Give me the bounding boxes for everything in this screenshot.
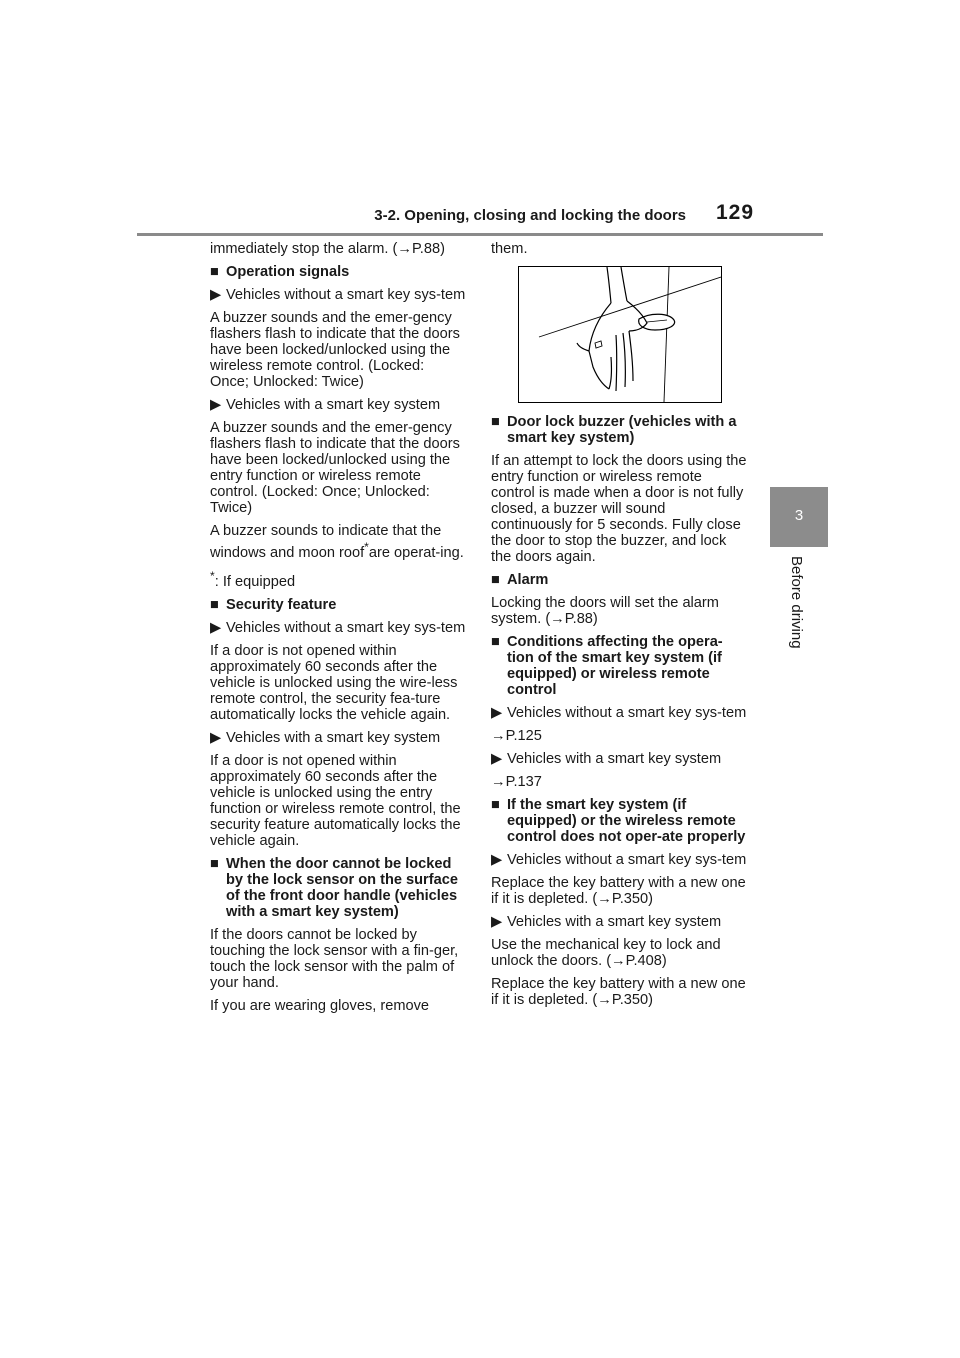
heading-security-feature: ■ Security feature	[210, 596, 337, 613]
right-column	[491, 241, 747, 1015]
heading-cannot-lock: ■ When the door cannot be locked by the lock sensor on the surface of the front door handle (vehicles with a smart key system)	[210, 855, 458, 920]
triangle-bullet-icon: ▶	[491, 852, 503, 868]
paragraph-mechanical-key: Use the mechanical key to lock and unlock the doors. (→P.408)	[491, 937, 721, 969]
paragraph-gloves-continued: them.	[491, 241, 528, 257]
triangle-bullet-icon: ▶	[210, 397, 222, 413]
square-bullet-icon: ■	[491, 572, 500, 588]
paragraph-sec-no-smart-key: If a door is not opened within approximately 60 seconds after the vehicle is unlocked using the wire-less remote control, the security fea-ture automatically locks the vehicle again.	[210, 642, 458, 723]
triangle-bullet-icon: ▶	[210, 287, 222, 303]
subheading-op-no-smart-key: ▶ Vehicles without a smart key sys-tem	[210, 287, 466, 303]
footnote-reference: *	[364, 540, 369, 554]
subheading-sec-no-smart-key: ▶ Vehicles without a smart key sys-tem	[210, 619, 466, 636]
chapter-label: Before driving	[788, 556, 805, 649]
square-bullet-icon: ■	[210, 596, 219, 613]
section-title: 3-2. Opening, closing and locking the doors	[374, 207, 686, 224]
page-reference-137: →P.137	[491, 774, 542, 790]
heading-operation-signals: ■ Operation signals	[210, 264, 350, 280]
heading-conditions: ■ Conditions affecting the opera-tion of the smart key system (if equipped) or wireless remote control	[491, 634, 723, 698]
door-handle-illustration	[518, 266, 722, 403]
subheading-op-smart-key: ▶ Vehicles with a smart key system	[210, 397, 441, 413]
triangle-bullet-icon: ▶	[210, 619, 222, 636]
paragraph-gloves: If you are wearing gloves, remove	[210, 997, 430, 1014]
triangle-bullet-icon: ▶	[491, 751, 503, 767]
paragraph-op-no-smart-key: A buzzer sounds and the emer-gency flashers flash to indicate that the doors have been locked/unlocked using the wireless remote control. (Locked: Once; Unlocked: Twice)	[210, 310, 460, 390]
square-bullet-icon: ■	[491, 797, 500, 813]
chapter-number: 3	[794, 507, 804, 524]
paragraph-sec-smart-key: If a door is not opened within approximately 60 seconds after the vehicle is unlocked using the entry function or wireless remote control, the security feature automatically locks the vehicle again.	[210, 752, 461, 849]
paragraph-cannot-lock: If the doors cannot be locked by touching the lock sensor with a fin-ger, touch the lock sensor with the palm of your hand.	[210, 926, 459, 991]
subheading-cond-smart-key: ▶ Vehicles with a smart key system	[491, 751, 722, 767]
chapter-tab	[770, 487, 828, 547]
subheading-noop-no-smart-key: ▶ Vehicles without a smart key sys-tem	[491, 852, 747, 868]
triangle-bullet-icon: ▶	[491, 914, 503, 930]
left-column	[210, 241, 466, 1021]
paragraph-replace-battery: Replace the key battery with a new one if it is depleted. (→P.350)	[491, 976, 746, 1008]
square-bullet-icon: ■	[210, 855, 219, 872]
triangle-bullet-icon: ▶	[210, 729, 222, 746]
paragraph-alarm-stop: immediately stop the alarm. (→P.88)	[210, 241, 445, 257]
subheading-cond-no-smart-key: ▶ Vehicles without a smart key sys-tem	[491, 705, 747, 721]
subheading-noop-smart-key: ▶ Vehicles with a smart key system	[491, 914, 722, 930]
square-bullet-icon: ■	[491, 414, 500, 430]
square-bullet-icon: ■	[210, 264, 219, 280]
paragraph-op-smart-key: A buzzer sounds and the emer-gency flashers flash to indicate that the doors have been locked/unlocked using the entry function or wireless remote control. (Locked: Once; Unlocked: Twice)	[210, 420, 460, 516]
page-number: 129	[716, 201, 755, 224]
triangle-bullet-icon: ▶	[491, 705, 503, 721]
paragraph-door-lock-buzzer: If an attempt to lock the doors using the entry function or wireless remote control is made when a door is not fully closed, a buzzer will sound continuously for 5 seconds. Fully close the door to stop the buzzer, and lock the doors again.	[491, 453, 747, 565]
header-divider	[137, 233, 823, 236]
paragraph-windows-buzzer: A buzzer sounds to indicate that the windows and moon roof*are operat-ing.	[210, 523, 464, 561]
paragraph-alarm: Locking the doors will set the alarm system. (→P.88)	[491, 595, 719, 627]
page-reference-125: →P.125	[491, 728, 542, 744]
heading-not-operate: ■ If the smart key system (if equipped) or the wireless remote control does not oper-ate properly	[491, 797, 746, 845]
square-bullet-icon: ■	[491, 634, 500, 650]
subheading-sec-smart-key: ▶ Vehicles with a smart key system	[210, 729, 441, 746]
hand-on-door-handle-icon	[519, 267, 721, 402]
heading-alarm: ■ Alarm	[491, 572, 549, 588]
heading-door-lock-buzzer: ■ Door lock buzzer (vehicles with a smart key system)	[491, 414, 737, 446]
footnote: *: If equipped	[210, 568, 296, 590]
paragraph-noop-no-smart-key: Replace the key battery with a new one if it is depleted. (→P.350)	[491, 875, 746, 907]
